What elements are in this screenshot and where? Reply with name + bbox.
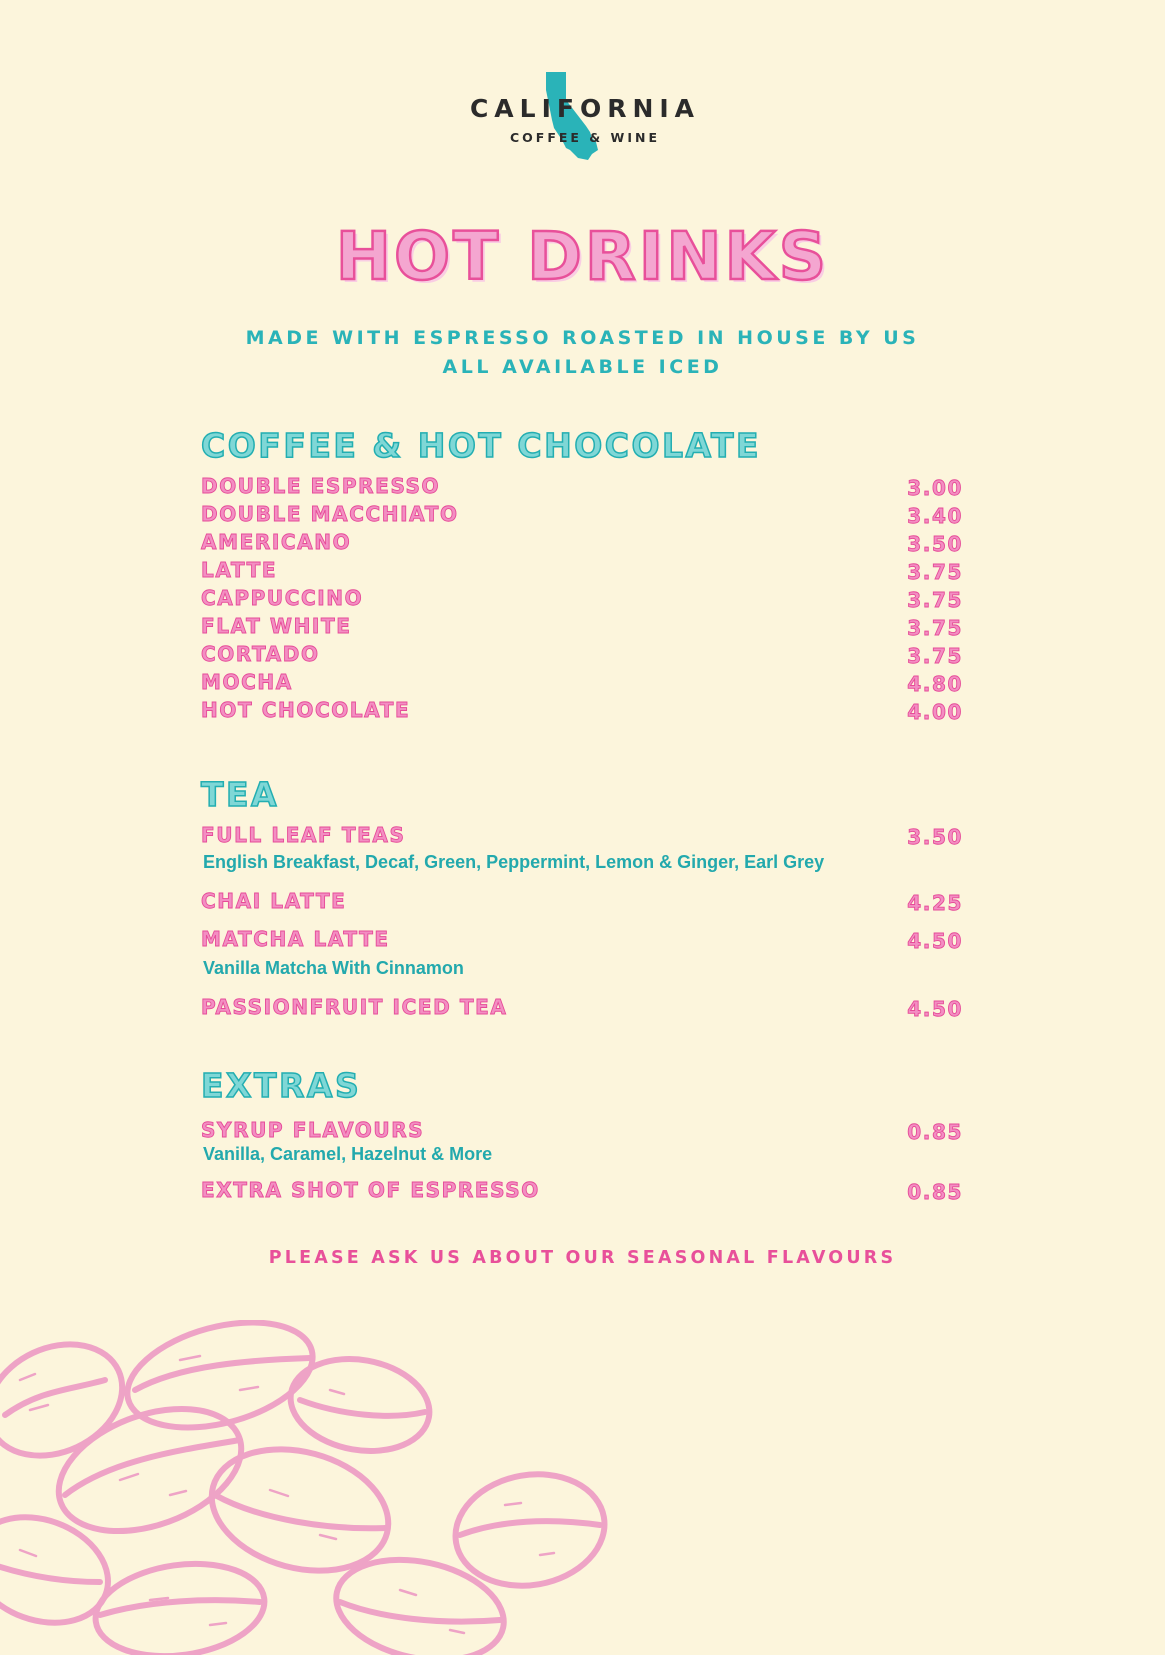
subtitle-line-1: MADE WITH ESPRESSO ROASTED IN HOUSE BY US [245,327,920,349]
section-heading-tea: TEA [201,775,280,814]
item-name: CORTADO [201,642,320,666]
menu-item [201,670,963,698]
item-name: CHAI LATTE [201,889,347,913]
item-name: AMERICANO [201,530,352,554]
item-name: MATCHA LATTE [201,927,390,951]
section-heading-extras: EXTRAS [201,1066,362,1105]
item-name: LATTE [201,558,278,582]
item-price: 4.50 [907,997,963,1021]
item-price: 3.40 [907,504,963,528]
item-price: 3.50 [907,532,963,556]
seasonal-flavours-note: PLEASE ASK US ABOUT OUR SEASONAL FLAVOURS [268,1248,897,1268]
item-price: 3.75 [907,560,963,584]
menu-item [201,1118,963,1146]
item-price: 4.50 [907,929,963,953]
item-name: DOUBLE MACCHIATO [201,502,459,526]
menu-item [201,1178,963,1206]
item-price: 3.50 [907,825,963,849]
item-name: FLAT WHITE [201,614,352,638]
menu-item [201,530,963,558]
item-name: EXTRA SHOT OF ESPRESSO [201,1178,540,1202]
item-price: 0.85 [907,1120,963,1144]
item-name: DOUBLE ESPRESSO [201,474,441,498]
california-logo [430,70,730,170]
menu-item [201,558,963,586]
item-price: 4.80 [907,672,963,696]
coffee-beans-illustration-icon [0,1320,650,1655]
item-price: 3.75 [907,616,963,640]
item-price: 3.00 [907,476,963,500]
menu-item [201,614,963,642]
section-heading-coffee: COFFEE & HOT CHOCOLATE [201,426,762,465]
item-name: SYRUP FLAVOURS [201,1118,425,1142]
menu-item [201,502,963,530]
item-price: 3.75 [907,588,963,612]
item-price: 3.75 [907,644,963,668]
menu-item [201,995,963,1023]
menu-item [201,698,963,726]
item-name: HOT CHOCOLATE [201,698,411,722]
item-name: CAPPUCCINO [201,586,364,610]
logo-subtitle-text: COFFEE & WINE [510,130,660,145]
menu-item [201,927,963,955]
menu-item [201,642,963,670]
menu-item [201,474,963,502]
item-description: English Breakfast, Decaf, Green, Peppermint, Lemon & Ginger, Earl Grey [203,852,825,872]
item-description: Vanilla Matcha With Cinnamon [203,958,464,978]
item-price: 4.25 [907,891,963,915]
logo-brand-text: CALIFORNIA [469,94,701,123]
item-name: PASSIONFRUIT ICED TEA [201,995,508,1019]
item-name: FULL LEAF TEAS [201,823,406,847]
item-description: Vanilla, Caramel, Hazelnut & More [203,1144,493,1164]
item-price: 4.00 [907,700,963,724]
menu-item [201,889,963,917]
page-title: HOT DRINKS [335,218,830,295]
item-name: MOCHA [201,670,293,694]
menu-item [201,586,963,614]
menu-item [201,823,963,851]
subtitle-line-2: ALL AVAILABLE ICED [442,356,723,378]
item-price: 0.85 [907,1180,963,1204]
